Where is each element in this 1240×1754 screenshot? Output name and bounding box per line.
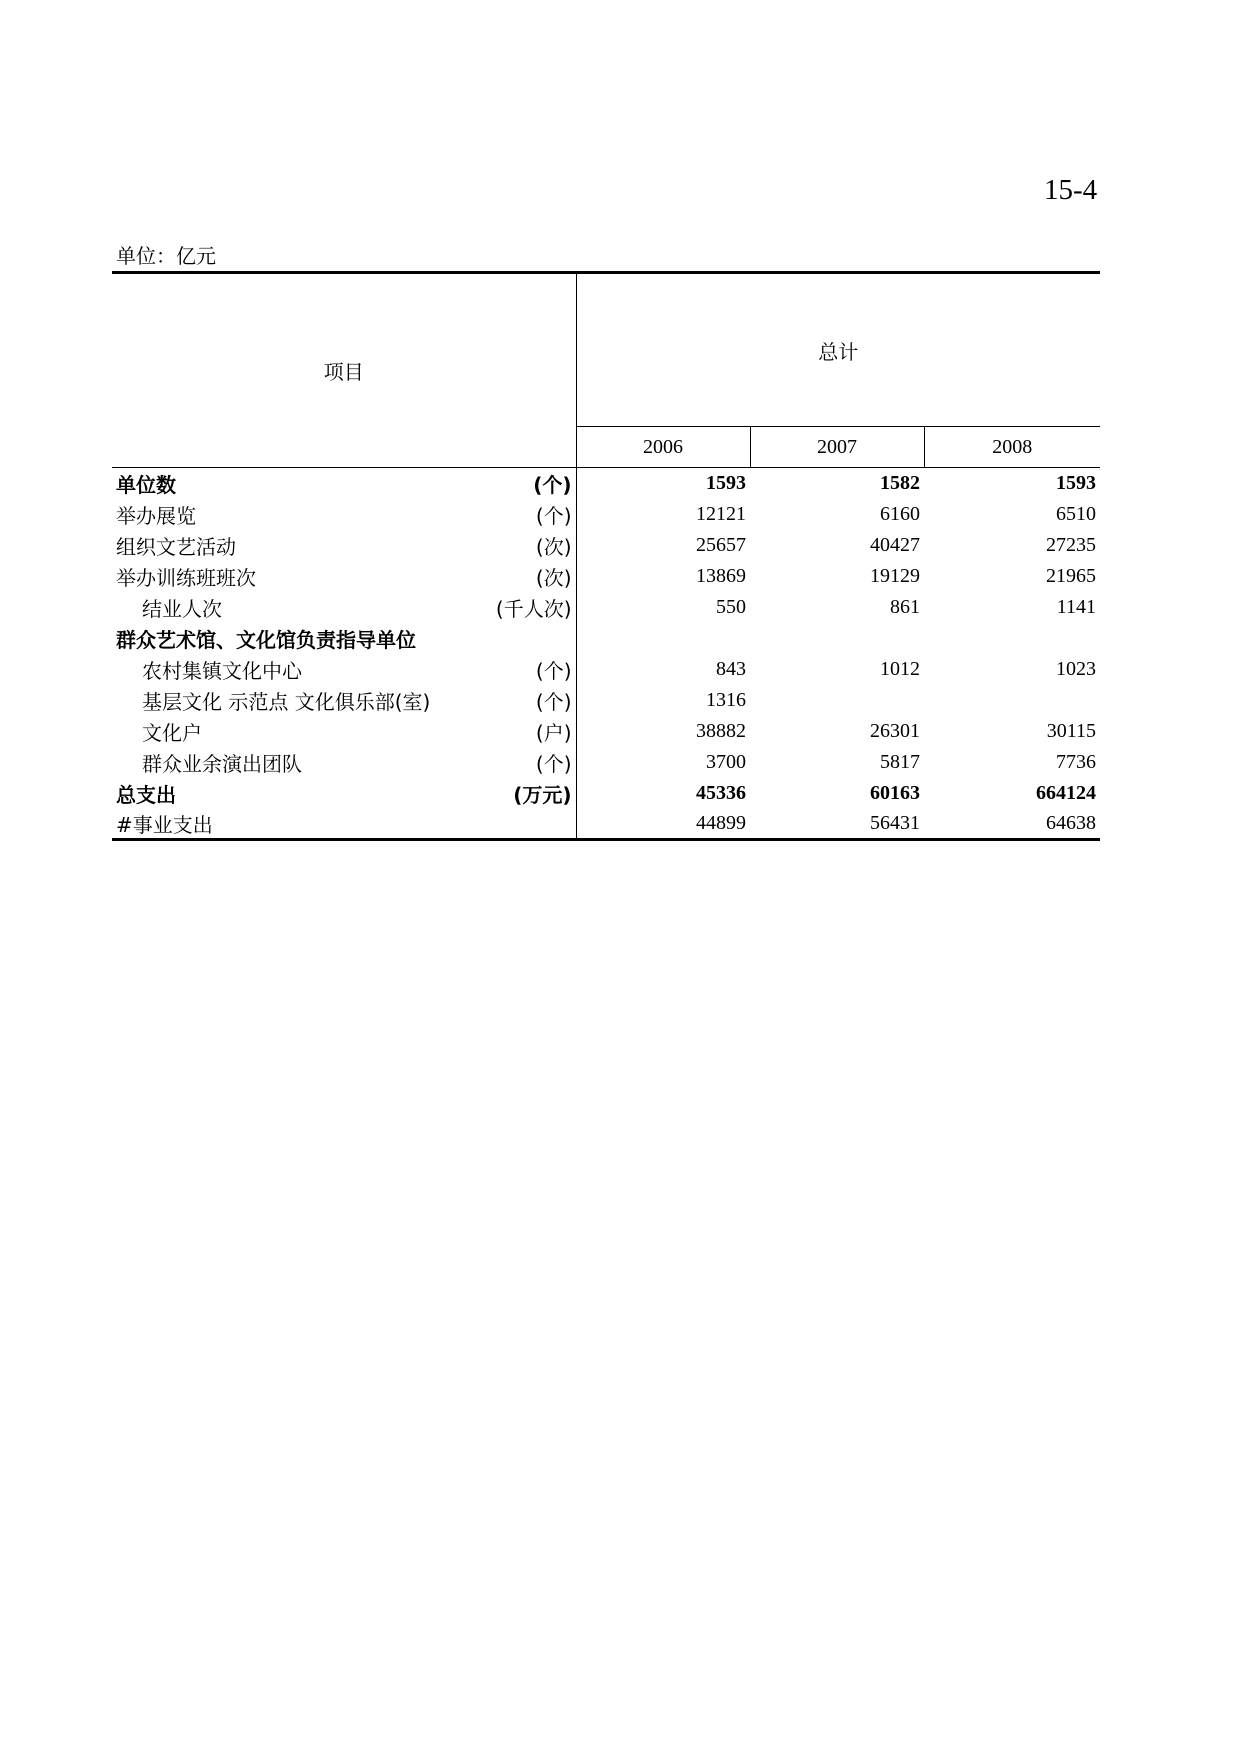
table-row xyxy=(112,747,1100,778)
table-cell: 861 xyxy=(890,595,920,618)
table-cell: 3700 xyxy=(706,750,746,773)
row-unit: (个) xyxy=(535,503,572,528)
row-unit: (个) xyxy=(535,689,572,714)
row-label: 举办展览 xyxy=(116,503,196,528)
row-label: 群众业余演出团队 xyxy=(142,751,302,776)
year-header: 2008 xyxy=(924,427,1100,468)
row-label: 单位数 xyxy=(116,472,176,497)
table-cell: 12121 xyxy=(696,502,746,525)
table-row xyxy=(112,809,1100,840)
row-item xyxy=(112,778,576,809)
table-row xyxy=(112,623,1100,654)
table-cell: 60163 xyxy=(870,781,920,804)
table-cell: 25657 xyxy=(696,533,746,556)
table-cell: 44899 xyxy=(576,809,750,840)
table-cell: 7736 xyxy=(1056,750,1096,773)
table-cell: 40427 xyxy=(870,533,920,556)
table-cell: 45336 xyxy=(696,781,746,804)
table-cell: 64638 xyxy=(924,809,1100,840)
table-row xyxy=(112,778,1100,809)
table-cell: 1141 xyxy=(1056,595,1096,618)
row-unit: (千人次) xyxy=(495,596,572,621)
table-cell: 21965 xyxy=(1046,564,1096,587)
row-item xyxy=(112,530,576,561)
row-item xyxy=(112,809,576,840)
table-cell xyxy=(924,623,1100,654)
table-cell: 30115 xyxy=(1046,719,1096,742)
table-cell: 6510 xyxy=(1056,502,1096,525)
row-unit: (个) xyxy=(535,751,572,776)
row-item xyxy=(112,468,576,499)
table-cell: 6160 xyxy=(880,502,920,525)
table-cell: 550 xyxy=(716,595,746,618)
row-item xyxy=(112,499,576,530)
table-row xyxy=(112,685,1100,716)
table-row xyxy=(112,716,1100,747)
table-row xyxy=(112,530,1100,561)
table-cell: 1023 xyxy=(1056,657,1096,680)
row-label: 群众艺术馆、文化馆负责指导单位 xyxy=(116,627,416,652)
table-cell: 5817 xyxy=(880,750,920,773)
row-item xyxy=(112,685,576,716)
year-header: 2007 xyxy=(750,427,924,468)
table-cell: 56431 xyxy=(750,809,924,840)
table-code: 15-4 xyxy=(1044,174,1098,206)
table-cell: 38882 xyxy=(696,719,746,742)
table-cell: 1582 xyxy=(750,468,924,499)
table-row xyxy=(112,561,1100,592)
row-label: 基层文化 示范点 文化俱乐部(室) xyxy=(142,689,431,714)
table-cell xyxy=(750,623,924,654)
row-unit: (万元) xyxy=(513,782,572,807)
row-item xyxy=(112,623,576,654)
table-cell: 843 xyxy=(716,657,746,680)
statistics-table xyxy=(112,271,1100,841)
table-cell: 27235 xyxy=(1046,533,1096,556)
row-unit: (次) xyxy=(535,565,572,590)
row-unit: (次) xyxy=(535,534,572,559)
row-label: 组织文艺活动 xyxy=(116,534,236,559)
table-cell xyxy=(750,685,924,716)
table-row xyxy=(112,468,1100,499)
table-cell xyxy=(924,685,1100,716)
table-cell xyxy=(576,623,750,654)
table-cell: 26301 xyxy=(870,719,920,742)
row-unit: (户) xyxy=(535,720,572,745)
row-label: 总支出 xyxy=(116,782,176,807)
table-cell: 13869 xyxy=(696,564,746,587)
total-column-header: 总计 xyxy=(576,273,1100,427)
table-cell: 1316 xyxy=(706,688,746,711)
table-row xyxy=(112,592,1100,623)
table-cell: 1593 xyxy=(576,468,750,499)
row-label: 文化户 xyxy=(142,720,202,745)
row-item xyxy=(112,561,576,592)
row-label: 举办训练班班次 xyxy=(116,565,256,590)
row-label: #事业支出 xyxy=(116,812,213,837)
table-cell: 664124 xyxy=(1036,781,1096,804)
unit-label: 单位：亿元 xyxy=(116,244,216,268)
table-cell: 1012 xyxy=(880,657,920,680)
item-column-header: 项目 xyxy=(112,273,576,468)
table-cell: 1593 xyxy=(924,468,1100,499)
table-row xyxy=(112,654,1100,685)
row-label: 结业人次 xyxy=(142,596,222,621)
row-item xyxy=(112,747,576,778)
row-item xyxy=(112,716,576,747)
row-item xyxy=(112,592,576,623)
row-unit: (个) xyxy=(533,472,572,497)
table-cell: 19129 xyxy=(870,564,920,587)
row-unit: (个) xyxy=(535,658,572,683)
row-item xyxy=(112,654,576,685)
year-header: 2006 xyxy=(576,427,750,468)
row-label: 农村集镇文化中心 xyxy=(142,658,302,683)
table-row xyxy=(112,499,1100,530)
